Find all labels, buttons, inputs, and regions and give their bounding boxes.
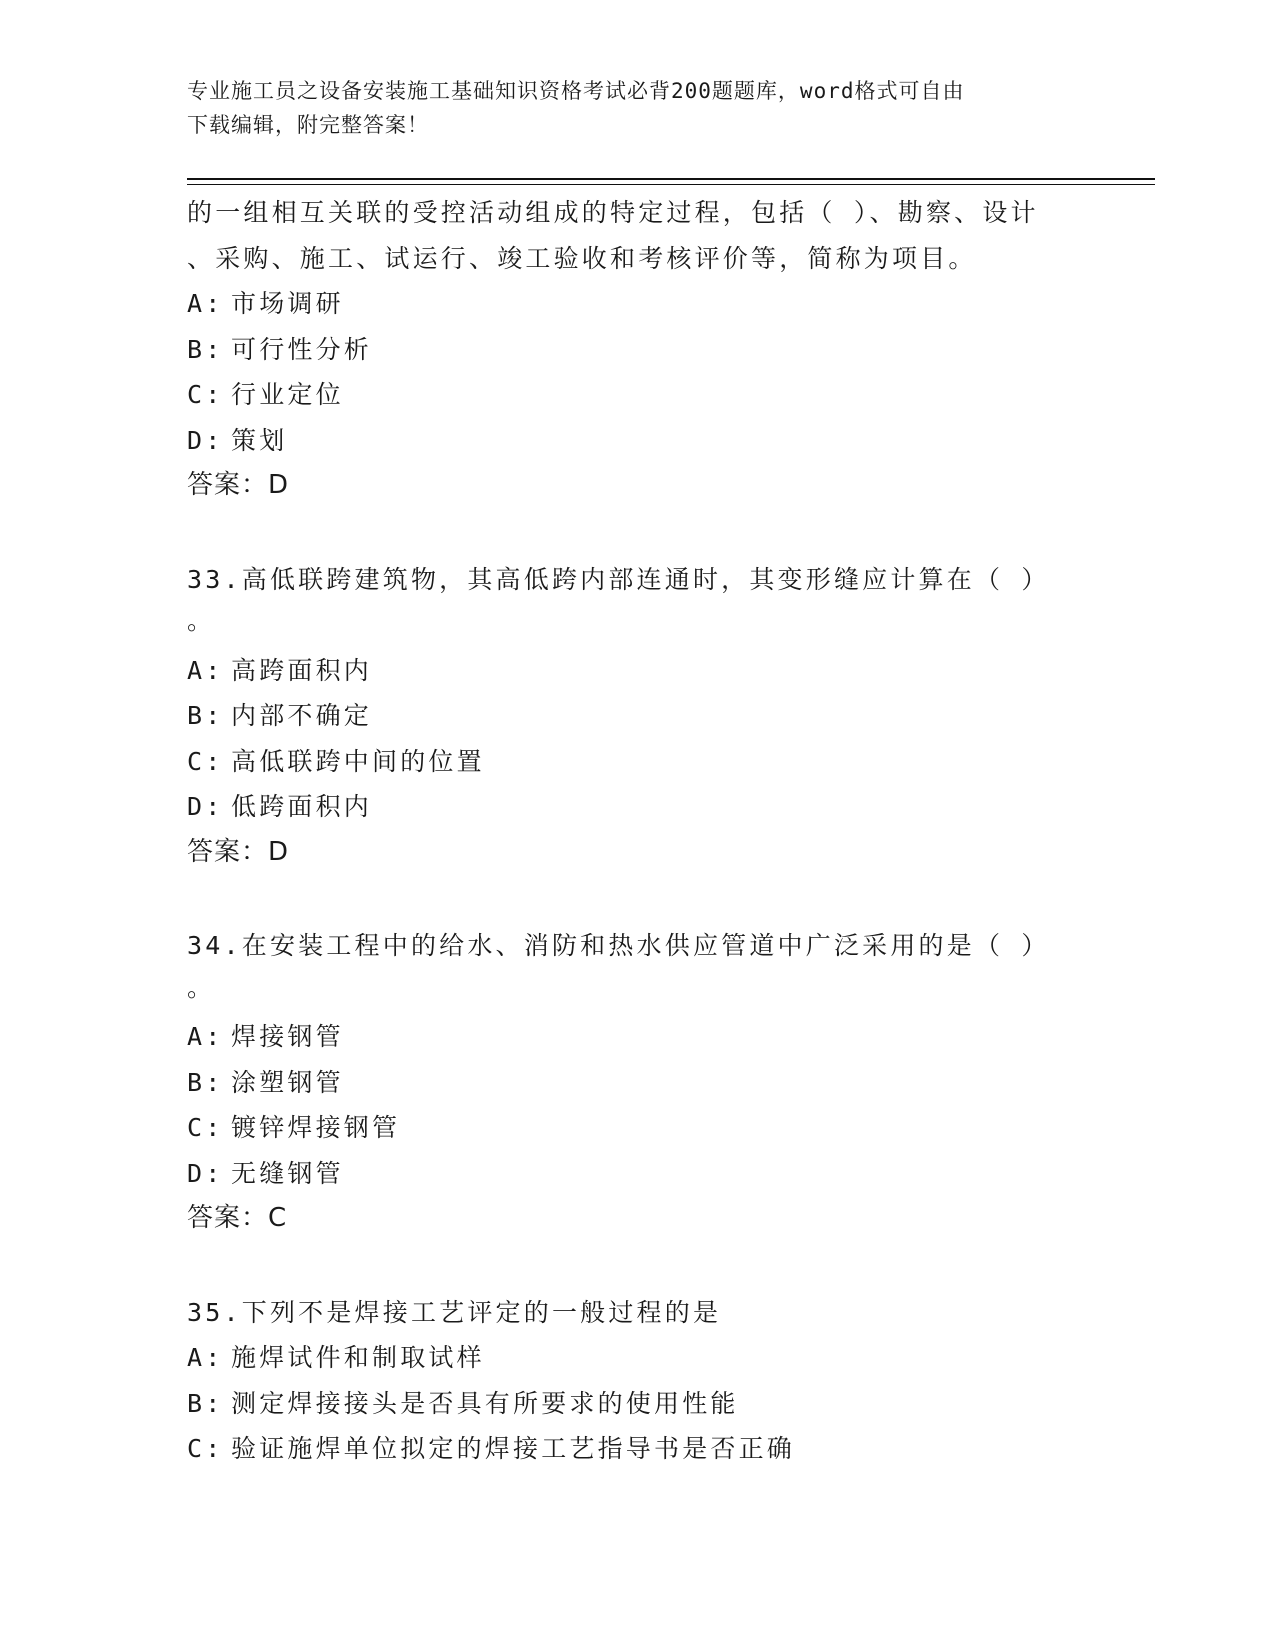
question-35 (187, 1290, 1087, 1472)
document-header (187, 74, 1087, 142)
option-label: C: (187, 746, 224, 776)
spacer (187, 509, 1087, 557)
option-text: 涂塑钢管 (231, 1067, 344, 1097)
answer: 答案：D (187, 470, 290, 500)
question-text-line: 。 (187, 972, 216, 1002)
question-text-line: 的一组相互关联的受控活动组成的特定过程，包括（ ）、勘察、设计 (187, 198, 1039, 227)
option-text: 行业定位 (231, 380, 344, 409)
option-label: B: (187, 1388, 224, 1418)
option-text: 市场调研 (231, 289, 344, 318)
option-d (187, 1151, 1087, 1197)
option-text: 无缝钢管 (231, 1158, 344, 1188)
option-label: B: (187, 701, 224, 730)
option-c (187, 1105, 1087, 1151)
option-label: C: (187, 1113, 224, 1142)
option-text: 高跨面积内 (231, 655, 373, 685)
question-32 (187, 190, 1087, 509)
question-text-line: 。 (187, 606, 216, 635)
option-text: 测定焊接接头是否具有所要求的使用性能 (231, 1388, 739, 1418)
option-a (187, 648, 1087, 694)
option-label: A: (187, 1343, 224, 1372)
question-34 (187, 923, 1087, 1242)
option-a (187, 1335, 1087, 1381)
option-b (187, 693, 1087, 739)
question-33 (187, 557, 1087, 876)
option-b (187, 1060, 1087, 1106)
option-label: A: (187, 289, 224, 318)
option-label: B: (187, 334, 224, 364)
option-text: 焊接钢管 (231, 1022, 344, 1051)
header-divider-thin (187, 184, 1155, 185)
option-label: B: (187, 1067, 224, 1097)
option-text: 镀锌焊接钢管 (231, 1113, 401, 1142)
option-text: 施焊试件和制取试样 (231, 1343, 485, 1372)
option-label: D: (187, 425, 224, 455)
question-text-line: 33.高低联跨建筑物，其高低跨内部连通时，其变形缝应计算在（ ） (187, 564, 1050, 594)
option-text: 策划 (231, 425, 288, 455)
question-text-line: 35.下列不是焊接工艺评定的一般过程的是 (187, 1297, 722, 1327)
header-divider-thick (187, 178, 1155, 180)
answer: 答案：C (187, 1203, 288, 1233)
option-text: 高低联跨中间的位置 (231, 746, 485, 776)
option-a (187, 1014, 1087, 1060)
option-c (187, 1426, 1087, 1472)
option-text: 验证施焊单位拟定的焊接工艺指导书是否正确 (231, 1434, 796, 1463)
option-d (187, 784, 1087, 830)
option-text: 可行性分析 (231, 334, 373, 364)
option-c (187, 372, 1087, 418)
option-label: D: (187, 792, 224, 821)
spacer (187, 875, 1087, 923)
header-line-2: 下载编辑，附完整答案！ (187, 113, 429, 137)
option-label: C: (187, 380, 224, 409)
option-label: C: (187, 1434, 224, 1463)
option-label: A: (187, 1022, 224, 1051)
option-label: D: (187, 1158, 224, 1188)
question-text-line: 34.在安装工程中的给水、消防和热水供应管道中广泛采用的是（ ） (187, 931, 1050, 960)
header-line-1: 专业施工员之设备安装施工基础知识资格考试必背200题题库，word格式可自由 (187, 79, 965, 103)
option-text: 内部不确定 (231, 701, 373, 730)
answer: 答案：D (187, 836, 290, 867)
option-b (187, 1381, 1087, 1427)
option-label: A: (187, 655, 224, 685)
option-c (187, 739, 1087, 785)
option-a (187, 281, 1087, 327)
spacer (187, 1242, 1087, 1290)
option-d (187, 418, 1087, 464)
question-list (187, 190, 1087, 1472)
option-text: 低跨面积内 (231, 792, 373, 821)
question-text-line: 、采购、施工、试运行、竣工验收和考核评价等，简称为项目。 (187, 243, 977, 273)
option-b (187, 327, 1087, 373)
